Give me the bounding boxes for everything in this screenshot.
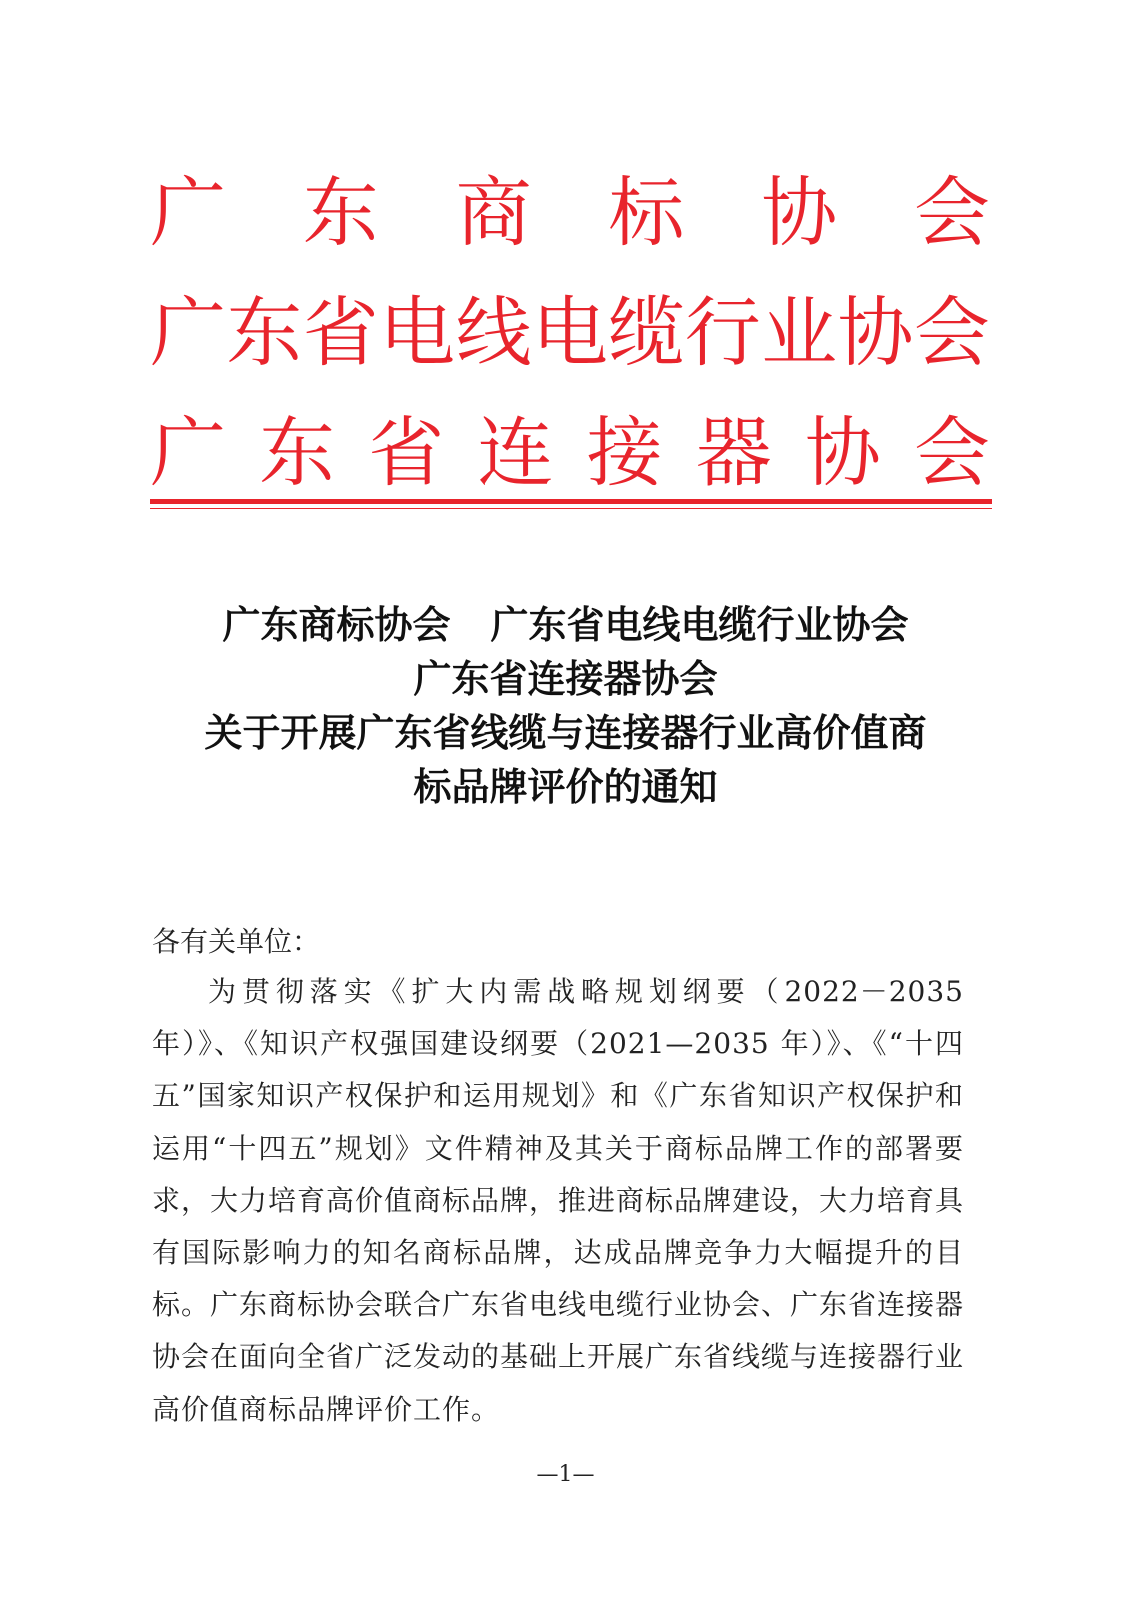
letterhead-char: 广 (150, 408, 226, 497)
letterhead-char: 协 (761, 168, 838, 257)
title-line-3: 关于开展广东省线缆与连接器行业高价值商 (204, 711, 927, 755)
letterhead-char: 广 (150, 288, 226, 377)
letterhead-line-3 (150, 408, 990, 498)
letterhead-char: 标 (608, 168, 685, 257)
letterhead-char: 省 (368, 408, 445, 497)
letterhead-char: 会 (913, 168, 990, 257)
letterhead-char: 电 (531, 288, 608, 377)
letterhead-char: 行 (684, 288, 761, 377)
letterhead-char: 会 (913, 408, 990, 497)
letterhead-line-2 (150, 288, 990, 378)
letterhead-divider-thin (150, 508, 992, 509)
letterhead-char: 东 (259, 408, 336, 497)
letterhead-char: 连 (477, 408, 554, 497)
title-issuer-1: 广东商标协会 (222, 603, 451, 647)
letterhead-char: 缆 (608, 288, 685, 377)
letterhead-char: 商 (455, 168, 532, 257)
letterhead-char: 协 (837, 288, 914, 377)
letterhead-char: 业 (761, 288, 838, 377)
letterhead-char: 广 (150, 168, 226, 257)
letterhead-char: 器 (695, 408, 772, 497)
letterhead-char: 会 (913, 288, 990, 377)
letterhead-divider-thick (150, 499, 992, 504)
document-title (100, 598, 1031, 814)
title-line-2: 广东省连接器协会 (413, 657, 718, 701)
letterhead-char: 线 (455, 288, 532, 377)
salutation: 各有关单位： (152, 925, 321, 958)
letterhead-line-1 (150, 168, 990, 258)
letterhead-char: 接 (586, 408, 663, 497)
page-number: —1— (536, 1462, 595, 1487)
letterhead-char: 协 (804, 408, 881, 497)
letterhead-char: 电 (379, 288, 456, 377)
title-line-1 (100, 598, 1031, 652)
title-issuer-2: 广东省电线电缆行业协会 (490, 603, 909, 647)
letterhead-char: 省 (302, 288, 379, 377)
letterhead-char: 东 (302, 168, 379, 257)
letterhead-char: 东 (226, 288, 303, 377)
body-paragraph: 为贯彻落实《扩大内需战略规划纲要（2022－2035 年）》、《知识产权强国建设纲要（2021—2035 年）》、《“十四五”国家知识产权保护和运用规划》和《广东省知识产权保护和运用“十四五”规划》文件精神及其关于商标品牌工作的部署要求，大力培育高价值商标品牌，推进商标品牌建设，大力培育具有国际影响力的知名商标品牌，达成品牌竞争力大幅提升的目标。广东商标协会联合广东省电线电缆行业协会、广东省连接器协会在面向全省广泛发动的基础上开展广东省线缆与连接器行业高价值商标品牌评价工作。 (152, 975, 965, 1426)
title-line-4: 标品牌评价的通知 (413, 765, 718, 809)
